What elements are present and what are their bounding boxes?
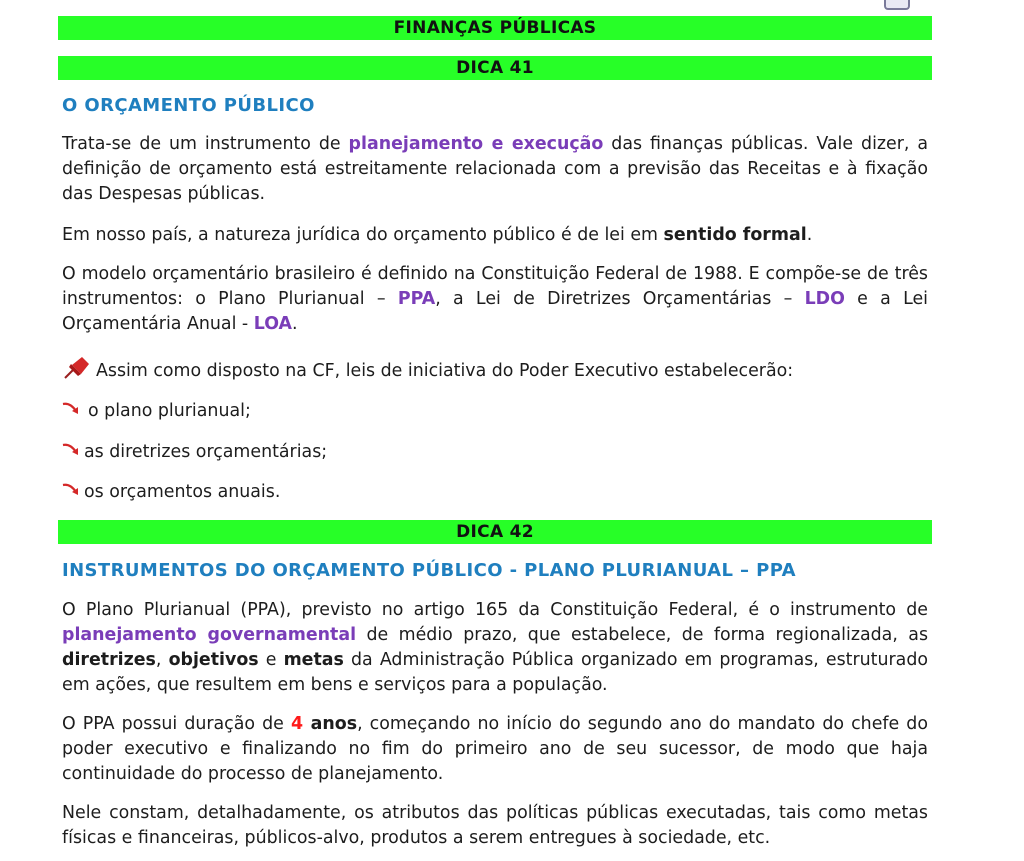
dica-41-bar bbox=[58, 56, 932, 80]
pin-note-text: Assim como disposto na CF, leis de iniciativa do Poder Executivo estabelecerão: bbox=[96, 361, 794, 381]
text: e a Lei Orçamentária Anual - bbox=[62, 289, 928, 334]
text: , bbox=[155, 650, 169, 670]
list-item-text: os orçamentos anuais. bbox=[84, 482, 281, 502]
text: , a Lei de Diretrizes Orçamentárias – bbox=[435, 289, 805, 309]
text: das finanças públicas. Vale dizer, a definição de orçamento está estreitamente relacionada com a previsão das Receitas e à fixação das Despesas públicas. bbox=[62, 134, 928, 204]
dica-42-bar bbox=[58, 520, 932, 544]
text: O Plano Plurianual (PPA), previsto no artigo 165 da Constituição Federal, é o instrumento de bbox=[62, 600, 928, 620]
heading-plano-plurianual: INSTRUMENTOS DO ORÇAMENTO PÚBLICO - PLANO PLURIANUAL – PPA bbox=[62, 560, 796, 581]
list-item bbox=[62, 440, 327, 465]
highlight-planejamento-governamental: planejamento governamental bbox=[62, 625, 357, 645]
text: Em nosso país, a natureza jurídica do orçamento público é de lei em bbox=[62, 225, 664, 245]
text: O PPA possui duração de bbox=[62, 714, 291, 734]
highlight-ldo: LDO bbox=[804, 289, 845, 309]
paragraph-modelo-orcamentario bbox=[62, 262, 928, 337]
text: da Administração Pública organizado em programas, estruturado em ações, que resultem em bens e serviços para a população. bbox=[62, 650, 928, 695]
pin-note bbox=[62, 356, 793, 384]
text: . bbox=[806, 225, 813, 245]
list-item-text: as diretrizes orçamentárias; bbox=[84, 442, 328, 462]
bookmark-icon bbox=[884, 0, 910, 10]
paragraph-ppa-duracao bbox=[62, 712, 928, 787]
bold-metas: metas bbox=[283, 650, 344, 670]
text: , começando no início do segundo ano do mandato do chefe do poder executivo e finalizando no fim do primeiro ano de seu sucessor, de modo que haja continuidade do processo de planejamento. bbox=[62, 714, 928, 784]
bold-sentido-formal: sentido formal bbox=[663, 225, 807, 245]
text: O modelo orçamentário brasileiro é definido na Constituição Federal de 1988. E compõe-se de três instrumentos: o Plano Plurianual – bbox=[62, 264, 928, 309]
highlight-loa: LOA bbox=[253, 314, 292, 334]
curved-arrow-icon bbox=[62, 441, 84, 459]
list-item bbox=[62, 399, 251, 424]
section-title-bar bbox=[58, 16, 932, 40]
curved-arrow-icon bbox=[62, 481, 84, 499]
paragraph-natureza-juridica bbox=[62, 223, 928, 248]
paragraph-definition bbox=[62, 132, 928, 207]
highlight-ppa: PPA bbox=[397, 289, 436, 309]
highlight-planejamento-execucao: planejamento e execução bbox=[348, 134, 604, 154]
highlight-4: 4 bbox=[290, 714, 304, 734]
curved-arrow-icon bbox=[62, 400, 84, 418]
dica-41-label: DICA 41 bbox=[456, 58, 534, 78]
bold-diretrizes: diretrizes bbox=[62, 650, 156, 670]
dica-42-label: DICA 42 bbox=[456, 522, 534, 542]
bold-anos: anos bbox=[303, 714, 358, 734]
list-item bbox=[62, 480, 280, 505]
list-item-text: o plano plurianual; bbox=[88, 401, 251, 421]
text: Trata-se de um instrumento de bbox=[62, 134, 349, 154]
bold-objetivos: objetivos bbox=[168, 650, 259, 670]
text: e bbox=[258, 650, 284, 670]
text: de médio prazo, que estabelece, de forma regionalizada, as bbox=[356, 625, 929, 645]
text: . bbox=[292, 314, 298, 334]
paragraph-ppa-atributos: Nele constam, detalhadamente, os atributos das políticas públicas executadas, tais como metas físicas e financeiras, públicos-alvo, produtos a serem entregues à sociedade, etc. bbox=[62, 803, 928, 848]
pushpin-icon bbox=[62, 356, 92, 380]
heading-orcamento-publico: O ORÇAMENTO PÚBLICO bbox=[62, 95, 315, 116]
paragraph-ppa-definition bbox=[62, 598, 928, 698]
section-title: FINANÇAS PÚBLICAS bbox=[393, 18, 597, 38]
